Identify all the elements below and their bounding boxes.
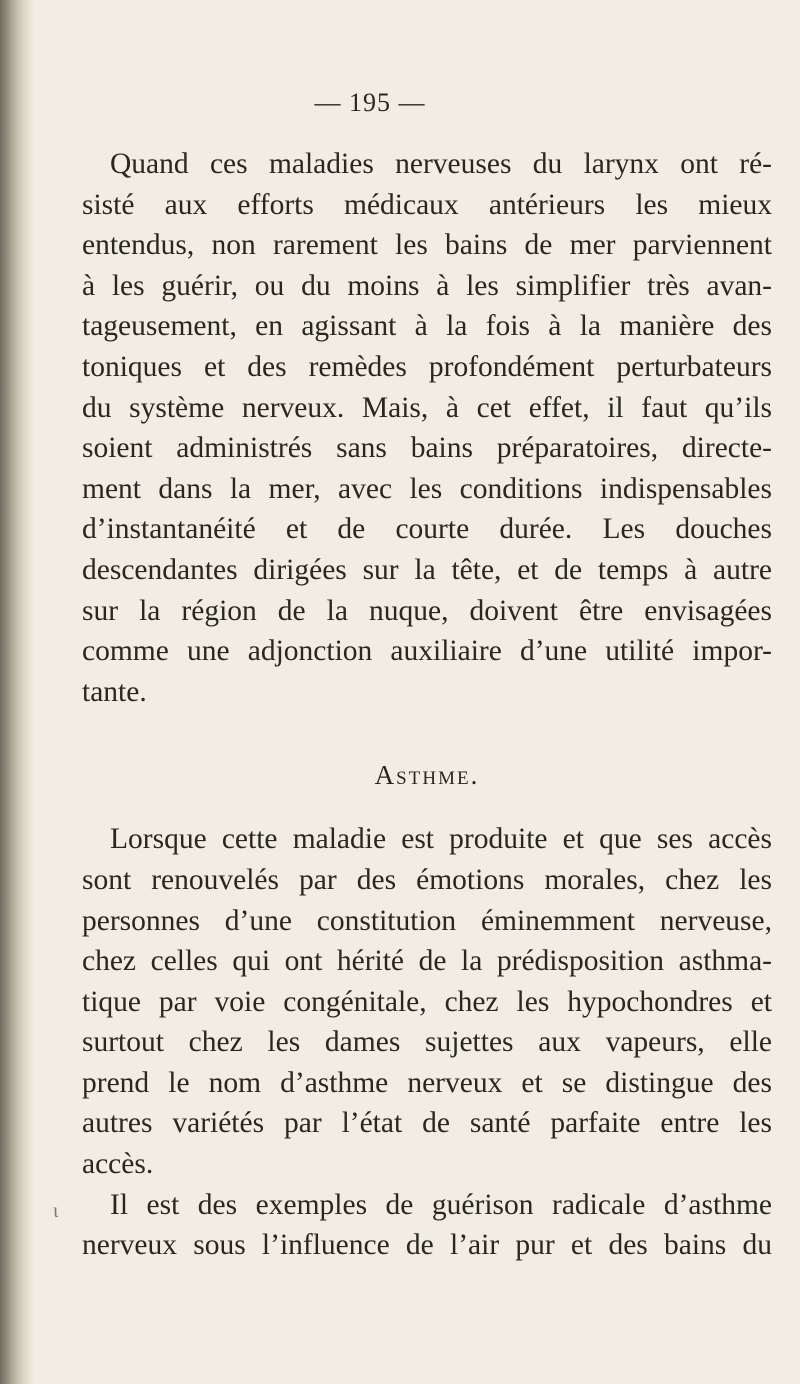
text-line: tante. <box>82 675 147 708</box>
text-line: à les guérir, ou du moins à les simplifier très avan- <box>82 269 772 302</box>
text-line: descendantes dirigées sur la tête, et de temps à autre <box>82 553 772 586</box>
paragraph-guerison <box>82 1185 772 1266</box>
text-line: d’instantanéité et de courte durée. Les douches <box>82 513 772 546</box>
text-line: ment dans la mer, avec les conditions indispensables <box>82 472 772 505</box>
text-line: personnes d’une constitution éminemment nerveuse, <box>82 904 772 937</box>
paragraph-larynx <box>82 144 772 712</box>
margin-mark: ɩ <box>53 1200 59 1222</box>
text-line: tique par voie congénitale, chez les hypochondres et <box>82 985 772 1018</box>
text-line: Il est des exemples de guérison radicale d’asthme <box>110 1188 772 1221</box>
text-line: entendus, non rarement les bains de mer parviennent <box>82 229 772 262</box>
text-line: sont renouvelés par des émotions morales, chez les <box>82 863 772 896</box>
text-line: autres variétés par l’état de santé parfaite entre les <box>82 1107 772 1140</box>
text-line: sur la région de la nuque, doivent être envisagées <box>82 594 772 627</box>
page-body <box>82 88 772 1266</box>
text-line: nerveux sous l’influence de l’air pur et des bains du <box>82 1229 772 1262</box>
text-line: toniques et des remèdes profondément perturbateurs <box>82 350 772 383</box>
paragraph-asthme <box>82 819 772 1184</box>
text-line: tageusement, en agissant à la fois à la manière des <box>82 310 772 343</box>
text-line: du système nerveux. Mais, à cet effet, il faut qu’ils <box>82 391 772 424</box>
text-line: accès. <box>82 1148 154 1181</box>
text-line: Lorsque cette maladie est produite et que ses accès <box>110 823 772 856</box>
page-number: — 195 — <box>314 88 426 117</box>
text-line: soient administrés sans bains préparatoires, directe- <box>82 432 772 465</box>
text-line: prend le nom d’asthme nerveux et se distingue des <box>82 1066 772 1099</box>
text-line: comme une adjonction auxiliaire d’une utilité impor- <box>82 635 772 668</box>
book-binding-edge <box>0 0 34 1384</box>
text-line: surtout chez les dames sujettes aux vapeurs, elle <box>82 1026 772 1059</box>
text-line: sisté aux efforts médicaux antérieurs les mieux <box>82 188 772 221</box>
section-heading: Asthme. <box>374 760 480 791</box>
text-line: Quand ces maladies nerveuses du larynx ont ré- <box>110 148 772 180</box>
text-line: chez celles qui ont hérité de la prédisposition asthma- <box>82 945 772 978</box>
